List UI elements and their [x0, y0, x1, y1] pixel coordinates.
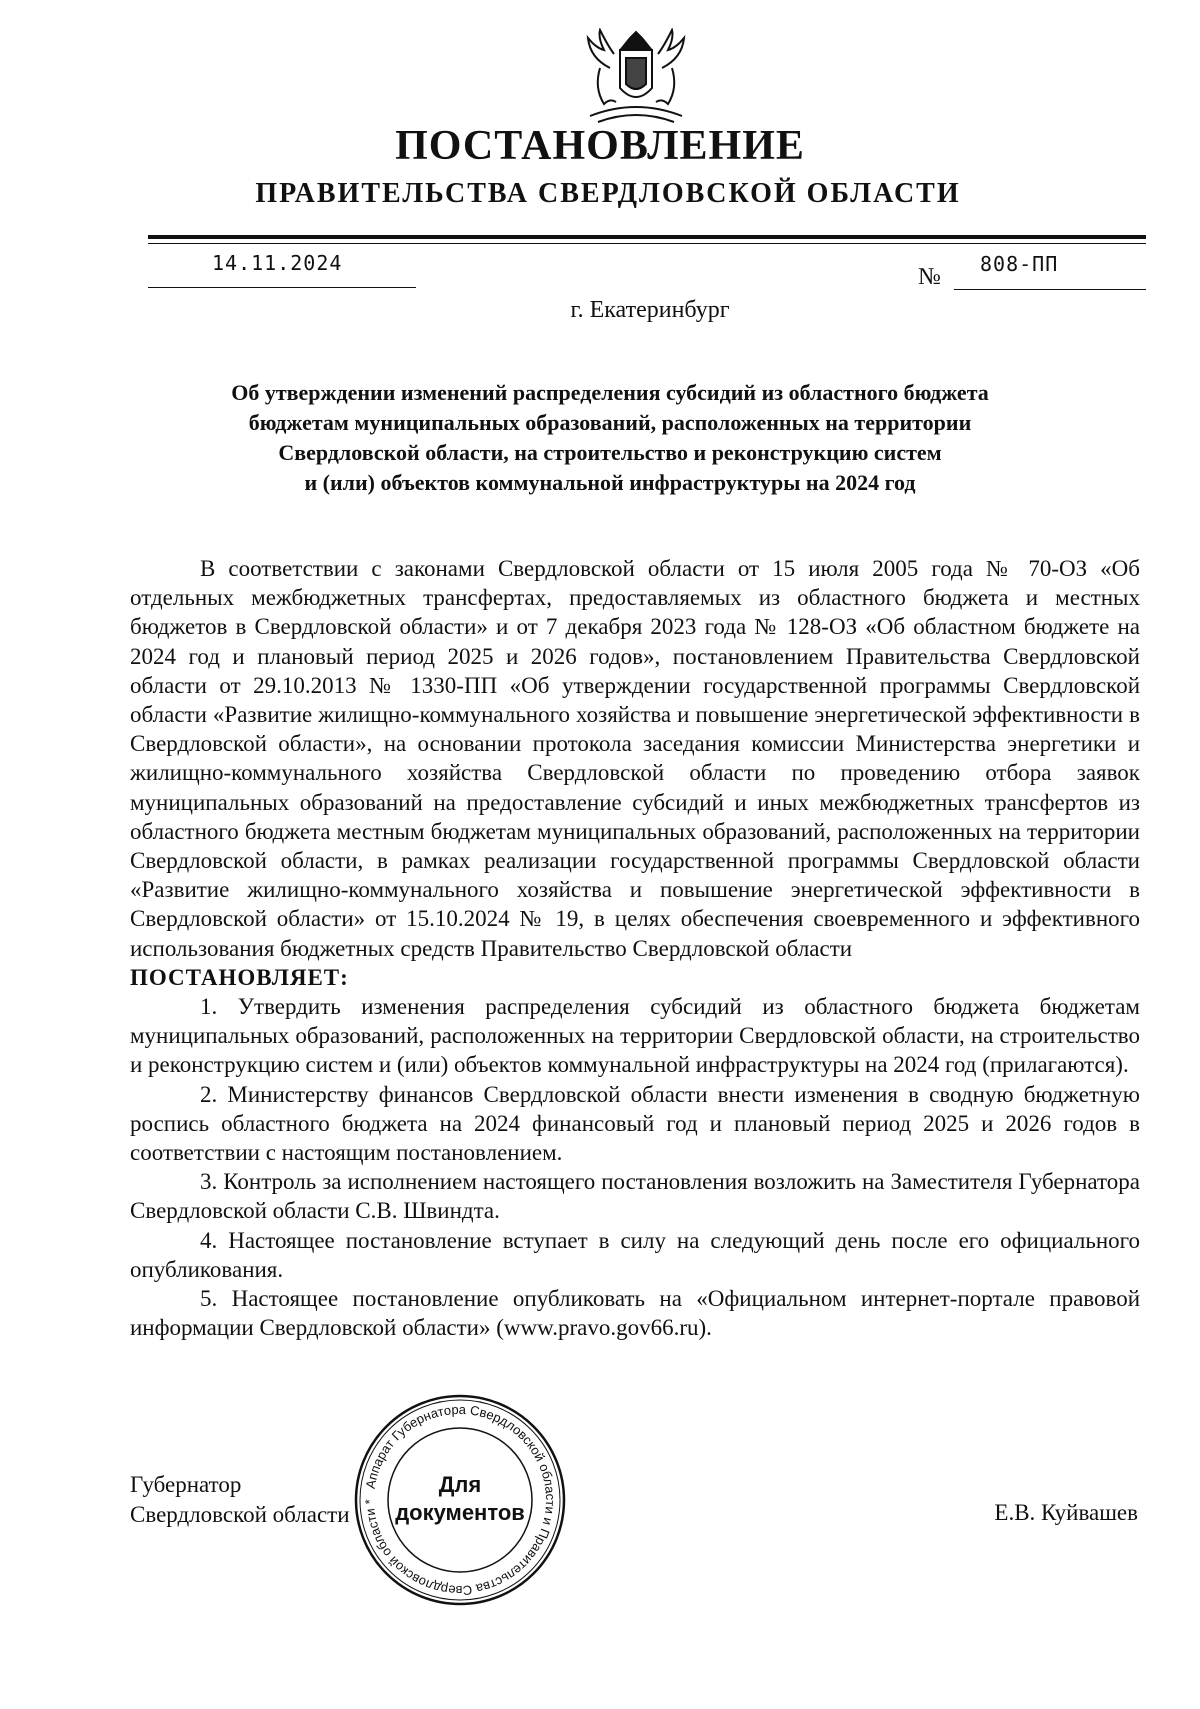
heading-line: Об утверждении изменений распределения субсидий из областного бюджета	[231, 380, 989, 405]
document-body	[130, 554, 1140, 1342]
header-divider	[148, 235, 1146, 239]
decree-item-2: 2. Министерству финансов Свердловской области внести изменения в сводную бюджетную роспись областного бюджета на 2024 финансовый год и плановый период 2025 и 2026 годов в соответствии с настоящим постановлением.	[130, 1081, 1140, 1166]
official-stamp	[352, 1392, 568, 1608]
heading-line: и (или) объектов коммунальной инфраструктуры на 2024 год	[304, 470, 916, 495]
document-heading	[160, 378, 1060, 498]
document-subtitle: ПРАВИТЕЛЬСТВА СВЕРДЛОВСКОЙ ОБЛАСТИ	[255, 178, 961, 209]
header-divider-thin	[148, 243, 1146, 244]
stamp-center-line1: Для	[438, 1472, 482, 1497]
heading-line: Свердловской области, на строительство и реконструкцию систем	[278, 440, 942, 465]
number-underline	[954, 289, 1146, 290]
stamp-ring-text: Аппарат Губернатора Свердловской области и Правительства Свердловской области *	[361, 1401, 559, 1599]
signer-position-line1: Губернатор	[130, 1472, 242, 1497]
signer-position	[130, 1470, 350, 1530]
date-underline	[148, 287, 416, 288]
document-date: 14.11.2024	[212, 251, 343, 275]
signer-name: Е.В. Куйвашев	[994, 1500, 1138, 1525]
number-sign: №	[918, 264, 941, 290]
decree-item-1: 1. Утвердить изменения распределения субсидий из областного бюджета бюджетам муниципальных образований, расположенных на территории Свердловской области, на строительство и реконструкцию систем и (или) объектов коммунальной инфраструктуры на 2024 год (прилагаются).	[130, 994, 1140, 1078]
decree-word: ПОСТАНОВЛЯЕТ:	[130, 964, 349, 990]
preamble-paragraph: В соответствии с законами Свердловской области от 15 июля 2005 года № 70-ОЗ «Об отдельных межбюджетных трансфертах, предоставляемых из областного бюджета и местных бюджетов в Свердловской области» и от 7 декабря 2023 года № 128-ОЗ «Об областном бюджете на 2024 год и плановый период 2025 и 2026 годов», постановлением Правительства Свердловской области от 29.10.2013 № 1330-ПП «Об утверждении государственной программы Свердловской области «Развитие жилищно-коммунального хозяйства и повышение энергетической эффективности в Свердловской области», на основании протокола заседания комиссии Министерства энергетики и жилищно-коммунального хозяйства Свердловской области по проведению отбора заявок муниципальных образований на предоставление субсидий и иных межбюджетных трансфертов из областного бюджета местным бюджетам муниципальных образований, расположенных на территории Свердловской области, в рамках реализации государственной программы Свердловской области «Развитие жилищно-коммунального хозяйства и повышение энергетической эффективности в Свердловской области» от 15.10.2024 № 19, в целях обеспечения своевременного и эффективного использования бюджетных средств Правительство Свердловской области	[130, 556, 1140, 961]
signer-position-line2: Свердловской области	[130, 1502, 350, 1527]
document-number: 808-ПП	[980, 252, 1059, 276]
decree-item-5: 5. Настоящее постановление опубликовать на «Официальном интернет-портале правовой информации Свердловской области» (www.pravo.gov66.ru).	[130, 1286, 1140, 1341]
decree-item-4: 4. Настоящее постановление вступает в силу на следующий день после его официального опубликования.	[130, 1227, 1140, 1282]
coat-of-arms-icon	[570, 28, 702, 128]
heading-line: бюджетам муниципальных образований, расположенных на территории	[248, 410, 972, 435]
document-city: г. Екатеринбург	[570, 297, 730, 323]
decree-item-3: 3. Контроль за исполнением настоящего постановления возложить на Заместителя Губернатора Свердловской области С.В. Швиндта.	[130, 1169, 1140, 1224]
stamp-center-line2: документов	[395, 1500, 525, 1525]
document-title: ПОСТАНОВЛЕНИЕ	[395, 123, 805, 169]
